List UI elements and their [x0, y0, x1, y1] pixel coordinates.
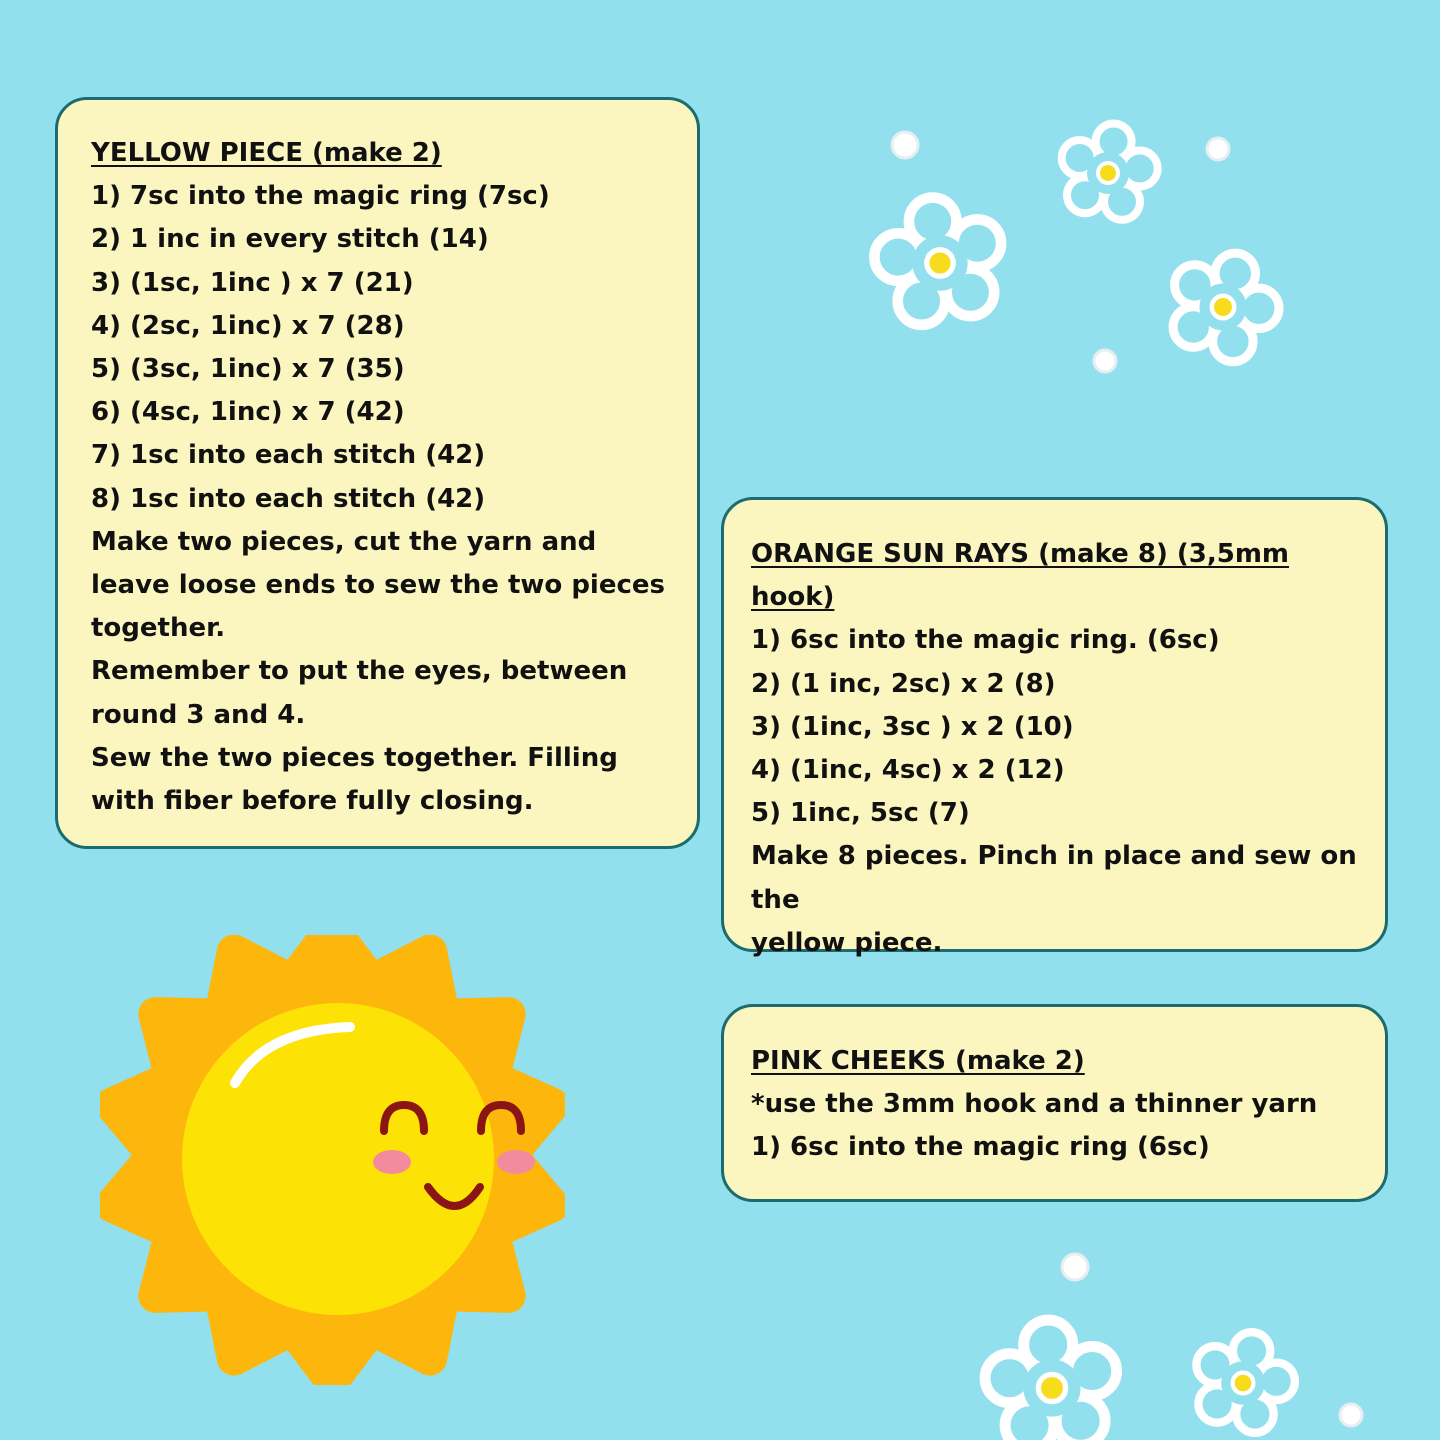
flower-icon — [1062, 124, 1158, 220]
orange-sun-rays-step: 4) (1inc, 4sc) x 2 (12) — [751, 755, 1065, 786]
flower-center — [1038, 1374, 1065, 1401]
orange-sun-rays-step: 1) 6sc into the magic ring. (6sc) — [751, 625, 1220, 656]
flower-icon — [874, 198, 1001, 325]
dot-icon — [1340, 1404, 1362, 1426]
yellow-piece-step: 6) (4sc, 1inc) x 7 (42) — [91, 397, 405, 428]
yellow-piece-step: 5) (3sc, 1inc) x 7 (35) — [91, 354, 405, 385]
flower-petals — [874, 198, 1001, 325]
flower-petals — [1173, 253, 1279, 362]
flower-cluster-top — [860, 115, 1300, 385]
pink-cheeks-card — [721, 1004, 1388, 1202]
right-cheek — [497, 1150, 535, 1174]
yellow-piece-step: 4) (2sc, 1inc) x 7 (28) — [91, 310, 405, 341]
flower-petals — [1062, 124, 1158, 220]
pink-cheeks-title: PINK CHEEKS (make 2) — [751, 1046, 1085, 1076]
yellow-piece-title: YELLOW PIECE (make 2) — [91, 138, 442, 168]
flower-center — [1098, 163, 1118, 183]
dot-icon — [1094, 350, 1116, 372]
dot-icon — [1062, 1254, 1088, 1280]
flower-icon — [1196, 1332, 1295, 1433]
flower-center — [927, 250, 953, 276]
pink-cheeks-note: *use the 3mm hook and a thinner yarn — [751, 1089, 1318, 1120]
yellow-piece-step: 2) 1 inc in every stitch (14) — [91, 224, 489, 255]
yellow-piece-step: 1) 7sc into the magic ring (7sc) — [91, 181, 550, 212]
flower-icon — [1173, 253, 1279, 362]
orange-sun-rays-card — [721, 497, 1388, 958]
orange-sun-rays-note: yellow piece. — [751, 927, 943, 958]
orange-sun-rays-step: 3) (1inc, 3sc ) x 2 (10) — [751, 711, 1074, 742]
dot-icon — [1207, 138, 1229, 160]
left-cheek — [373, 1150, 411, 1174]
flower-center — [1212, 296, 1234, 318]
yellow-piece-card — [55, 97, 700, 849]
yellow-piece-step: 8) 1sc into each stitch (42) — [91, 483, 486, 514]
dot-icon — [892, 132, 918, 158]
flower-petals — [985, 1320, 1117, 1440]
flower-petals — [1196, 1332, 1295, 1433]
yellow-piece-note: Remember to put the eyes, between round 3 and 4. — [91, 656, 628, 730]
yellow-piece-step: 7) 1sc into each stitch (42) — [91, 440, 486, 471]
yellow-piece-note: Sew the two pieces together. Filling with fiber before fully closing. — [91, 742, 618, 817]
yellow-piece-step: 3) (1sc, 1inc ) x 7 (21) — [91, 267, 414, 298]
sun-face — [182, 1003, 494, 1315]
smiling-sun-icon — [100, 935, 565, 1385]
yellow-piece-note: Make two pieces, cut the yarn and leave loose ends to sew the two pieces together. — [91, 526, 665, 644]
orange-sun-rays-note: Make 8 pieces. Pinch in place and sew on the — [751, 841, 1357, 915]
orange-sun-rays-step: 5) 1inc, 5sc (7) — [751, 798, 970, 829]
orange-sun-rays-step: 2) (1 inc, 2sc) x 2 (8) — [751, 668, 1056, 699]
flower-cluster-bottom — [975, 1245, 1395, 1440]
orange-sun-rays-title: ORANGE SUN RAYS (make 8) (3,5mm hook) — [751, 539, 1290, 613]
flower-center — [1233, 1373, 1254, 1394]
flower-icon — [985, 1320, 1117, 1440]
pink-cheeks-step: 1) 6sc into the magic ring (6sc) — [751, 1132, 1210, 1163]
